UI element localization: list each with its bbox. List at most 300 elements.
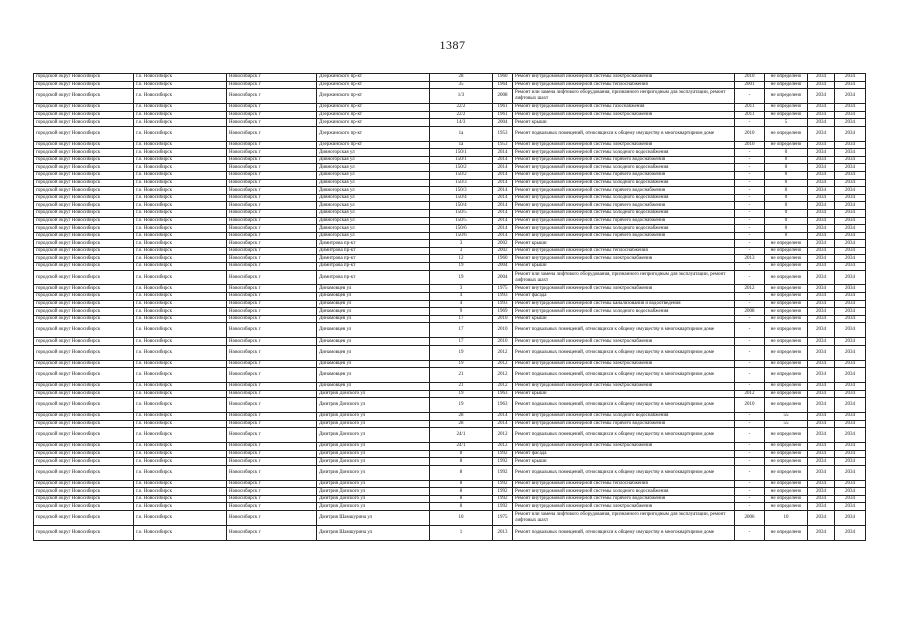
plan-start-cell: 2034 bbox=[808, 428, 835, 443]
plan-start-cell: 2034 bbox=[808, 141, 835, 149]
street-cell: Динамовцев ул bbox=[317, 345, 430, 360]
year-built-cell: 2012 bbox=[493, 345, 513, 360]
district-cell: г.о. Новосибирск bbox=[134, 390, 227, 398]
street-cell: Дмитрия Донского ул bbox=[317, 420, 430, 428]
year-built-cell: 2010 bbox=[493, 338, 513, 346]
district-cell: г.о. Новосибирск bbox=[134, 525, 227, 540]
last-repair-year-cell: - bbox=[735, 338, 765, 346]
wear-cell: не определено bbox=[765, 488, 808, 496]
year-built-cell: 2014 bbox=[493, 179, 513, 187]
settlement-cell: Новосибирск г bbox=[227, 171, 317, 179]
plan-start-cell: 2034 bbox=[808, 270, 835, 285]
house-number-cell: 8 bbox=[430, 488, 493, 496]
year-built-cell: 1992 bbox=[493, 480, 513, 488]
plan-start-cell: 2034 bbox=[808, 442, 835, 450]
municipality-cell: городской округ Новосибирск bbox=[34, 300, 134, 308]
table-row bbox=[34, 480, 866, 488]
street-cell: Димитрова пр-кт bbox=[317, 270, 430, 285]
last-repair-year-cell: 2010 bbox=[735, 126, 765, 141]
table-row bbox=[34, 420, 866, 428]
house-number-cell: 1 bbox=[430, 525, 493, 540]
last-repair-year-cell: 2008 bbox=[735, 308, 765, 316]
last-repair-year-cell: - bbox=[735, 525, 765, 540]
street-cell: Дмитрия Донского ул bbox=[317, 428, 430, 443]
street-cell: Динамовцев ул bbox=[317, 368, 430, 383]
work-type-cell: Ремонт подвальных помещений, относящихся к общему имуществу в многоквартирном доме bbox=[513, 323, 735, 338]
year-built-cell: 1960 bbox=[493, 74, 513, 82]
street-cell: Дивногорская ул bbox=[317, 217, 430, 225]
plan-start-cell: 2034 bbox=[808, 217, 835, 225]
work-type-cell: Ремонт подвальных помещений, относящихся к общему имуществу в многоквартирном доме bbox=[513, 525, 735, 540]
last-repair-year-cell: 2001 bbox=[735, 81, 765, 89]
year-built-cell: 2014 bbox=[493, 225, 513, 233]
year-built-cell: 2013 bbox=[493, 525, 513, 540]
plan-start-cell: 2034 bbox=[808, 345, 835, 360]
plan-start-cell: 2034 bbox=[808, 240, 835, 248]
year-built-cell: 1961 bbox=[493, 103, 513, 111]
house-number-cell: 21 bbox=[430, 368, 493, 383]
plan-start-cell: 2034 bbox=[808, 89, 835, 104]
plan-end-cell: 2034 bbox=[835, 255, 866, 263]
last-repair-year-cell: - bbox=[735, 428, 765, 443]
year-built-cell: 2012 bbox=[493, 368, 513, 383]
municipality-cell: городской округ Новосибирск bbox=[34, 217, 134, 225]
wear-cell: не определено bbox=[765, 74, 808, 82]
plan-start-cell: 2034 bbox=[808, 525, 835, 540]
work-type-cell: Ремонт крыши bbox=[513, 240, 735, 248]
wear-cell: не определено bbox=[765, 390, 808, 398]
plan-start-cell: 2034 bbox=[808, 103, 835, 111]
house-number-cell: 28 bbox=[430, 412, 493, 420]
wear-cell: не определено bbox=[765, 285, 808, 293]
house-number-cell: 4 bbox=[430, 293, 493, 301]
settlement-cell: Новосибирск г bbox=[227, 149, 317, 157]
plan-end-cell: 2034 bbox=[835, 217, 866, 225]
plan-start-cell: 2034 bbox=[808, 315, 835, 323]
wear-cell: не определено bbox=[765, 338, 808, 346]
street-cell: Динамовцев ул bbox=[317, 293, 430, 301]
settlement-cell: Новосибирск г bbox=[227, 247, 317, 255]
work-type-cell: Ремонт внутридомовой инженерной системы холодного водоснабжения bbox=[513, 179, 735, 187]
year-built-cell: 1993 bbox=[493, 293, 513, 301]
settlement-cell: Новосибирск г bbox=[227, 458, 317, 466]
plan-end-cell: 2034 bbox=[835, 263, 866, 271]
plan-end-cell: 2034 bbox=[835, 510, 866, 525]
last-repair-year-cell: 2013 bbox=[735, 255, 765, 263]
wear-cell: не определено bbox=[765, 103, 808, 111]
year-built-cell: 1961 bbox=[493, 111, 513, 119]
last-repair-year-cell: - bbox=[735, 315, 765, 323]
table-row bbox=[34, 119, 866, 127]
settlement-cell: Новосибирск г bbox=[227, 232, 317, 240]
street-cell: Дивногорская ул bbox=[317, 194, 430, 202]
settlement-cell: Новосибирск г bbox=[227, 103, 317, 111]
wear-cell: не определено bbox=[765, 126, 808, 141]
plan-end-cell: 2034 bbox=[835, 390, 866, 398]
street-cell: Динамовцев ул bbox=[317, 338, 430, 346]
house-number-cell: 8 bbox=[430, 480, 493, 488]
settlement-cell: Новосибирск г bbox=[227, 255, 317, 263]
street-cell: Дивногорская ул bbox=[317, 179, 430, 187]
street-cell: Димитрова пр-кт bbox=[317, 255, 430, 263]
municipality-cell: городской округ Новосибирск bbox=[34, 202, 134, 210]
settlement-cell: Новосибирск г bbox=[227, 209, 317, 217]
year-built-cell: 2008 bbox=[493, 89, 513, 104]
wear-cell: 0 bbox=[765, 209, 808, 217]
house-number-cell: 1/3 bbox=[430, 89, 493, 104]
table-row bbox=[34, 194, 866, 202]
last-repair-year-cell: 2010 bbox=[735, 74, 765, 82]
year-built-cell: 1992 bbox=[493, 450, 513, 458]
plan-end-cell: 2034 bbox=[835, 428, 866, 443]
last-repair-year-cell: - bbox=[735, 412, 765, 420]
street-cell: Дмитрия Донского ул bbox=[317, 412, 430, 420]
year-built-cell: 1992 bbox=[493, 488, 513, 496]
district-cell: г.о. Новосибирск bbox=[134, 149, 227, 157]
plan-end-cell: 2034 bbox=[835, 156, 866, 164]
house-number-cell: 150/6 bbox=[430, 232, 493, 240]
house-number-cell: 150/2 bbox=[430, 171, 493, 179]
last-repair-year-cell: - bbox=[735, 360, 765, 368]
settlement-cell: Новосибирск г bbox=[227, 164, 317, 172]
plan-end-cell: 2034 bbox=[835, 225, 866, 233]
street-cell: Дмитрия Донского ул bbox=[317, 442, 430, 450]
municipality-cell: городской округ Новосибирск bbox=[34, 126, 134, 141]
municipality-cell: городской округ Новосибирск bbox=[34, 141, 134, 149]
plan-end-cell: 2034 bbox=[835, 194, 866, 202]
house-number-cell: 22/2 bbox=[430, 103, 493, 111]
last-repair-year-cell: - bbox=[735, 300, 765, 308]
street-cell: Дивногорская ул bbox=[317, 202, 430, 210]
district-cell: г.о. Новосибирск bbox=[134, 503, 227, 511]
year-built-cell: 2014 bbox=[493, 412, 513, 420]
district-cell: г.о. Новосибирск bbox=[134, 495, 227, 503]
settlement-cell: Новосибирск г bbox=[227, 217, 317, 225]
house-number-cell: 24/1 bbox=[430, 442, 493, 450]
table-row bbox=[34, 225, 866, 233]
settlement-cell: Новосибирск г bbox=[227, 412, 317, 420]
municipality-cell: городской округ Новосибирск bbox=[34, 315, 134, 323]
house-number-cell: 35 bbox=[430, 81, 493, 89]
district-cell: г.о. Новосибирск bbox=[134, 187, 227, 195]
wear-cell: 0 bbox=[765, 171, 808, 179]
wear-cell: не определено bbox=[765, 315, 808, 323]
work-type-cell: Ремонт подвальных помещений, относящихся к общему имуществу в многоквартирном доме bbox=[513, 428, 735, 443]
district-cell: г.о. Новосибирск bbox=[134, 240, 227, 248]
year-built-cell: 2002 bbox=[493, 247, 513, 255]
settlement-cell: Новосибирск г bbox=[227, 390, 317, 398]
house-number-cell: 150/3 bbox=[430, 187, 493, 195]
house-number-cell: 8 bbox=[430, 503, 493, 511]
house-number-cell: 150/3 bbox=[430, 179, 493, 187]
settlement-cell: Новосибирск г bbox=[227, 179, 317, 187]
municipality-cell: городской округ Новосибирск bbox=[34, 398, 134, 413]
table-row bbox=[34, 488, 866, 496]
last-repair-year-cell: - bbox=[735, 480, 765, 488]
house-number-cell: 150/5 bbox=[430, 217, 493, 225]
wear-cell: не определено bbox=[765, 141, 808, 149]
last-repair-year-cell: 2010 bbox=[735, 398, 765, 413]
municipality-cell: городской округ Новосибирск bbox=[34, 156, 134, 164]
district-cell: г.о. Новосибирск bbox=[134, 338, 227, 346]
year-built-cell: 2014 bbox=[493, 232, 513, 240]
plan-end-cell: 2034 bbox=[835, 103, 866, 111]
plan-start-cell: 2034 bbox=[808, 225, 835, 233]
last-repair-year-cell: - bbox=[735, 458, 765, 466]
work-type-cell: Ремонт внутридомовой инженерной системы газоснабжения bbox=[513, 103, 735, 111]
wear-cell: не определено bbox=[765, 255, 808, 263]
last-repair-year-cell: - bbox=[735, 263, 765, 271]
plan-end-cell: 2034 bbox=[835, 240, 866, 248]
plan-start-cell: 2034 bbox=[808, 202, 835, 210]
plan-start-cell: 2034 bbox=[808, 255, 835, 263]
work-type-cell: Ремонт крыши bbox=[513, 263, 735, 271]
year-built-cell: 2012 bbox=[493, 428, 513, 443]
last-repair-year-cell: - bbox=[735, 345, 765, 360]
house-number-cell: 28 bbox=[430, 74, 493, 82]
house-number-cell: 150/1 bbox=[430, 149, 493, 157]
wear-cell: не определено bbox=[765, 111, 808, 119]
table-row bbox=[34, 187, 866, 195]
work-type-cell: Ремонт или замена лифтового оборудования, признанного непригодным для эксплуатации, ремонт лифтовых шахт bbox=[513, 270, 735, 285]
year-built-cell: 1953 bbox=[493, 141, 513, 149]
settlement-cell: Новосибирск г bbox=[227, 442, 317, 450]
year-built-cell: 2014 bbox=[493, 187, 513, 195]
district-cell: г.о. Новосибирск bbox=[134, 179, 227, 187]
house-number-cell: 9 bbox=[430, 308, 493, 316]
municipality-cell: городской округ Новосибирск bbox=[34, 232, 134, 240]
municipality-cell: городской округ Новосибирск bbox=[34, 247, 134, 255]
settlement-cell: Новосибирск г bbox=[227, 480, 317, 488]
plan-start-cell: 2034 bbox=[808, 300, 835, 308]
table-row bbox=[34, 315, 866, 323]
wear-cell: не определено bbox=[765, 480, 808, 488]
work-type-cell: Ремонт внутридомовой инженерной системы электроснабжения bbox=[513, 383, 735, 391]
plan-end-cell: 2034 bbox=[835, 480, 866, 488]
work-type-cell: Ремонт внутридомовой инженерной системы холодного водоснабжения bbox=[513, 149, 735, 157]
municipality-cell: городской округ Новосибирск bbox=[34, 368, 134, 383]
last-repair-year-cell: - bbox=[735, 119, 765, 127]
house-number-cell: 8 bbox=[430, 495, 493, 503]
plan-end-cell: 2034 bbox=[835, 179, 866, 187]
municipality-cell: городской округ Новосибирск bbox=[34, 360, 134, 368]
municipality-cell: городской округ Новосибирск bbox=[34, 465, 134, 480]
district-cell: г.о. Новосибирск bbox=[134, 156, 227, 164]
street-cell: Динамовцев ул bbox=[317, 300, 430, 308]
capital-repair-table bbox=[33, 73, 866, 541]
work-type-cell: Ремонт внутридомовой инженерной системы электроснабжения bbox=[513, 503, 735, 511]
municipality-cell: городской округ Новосибирск bbox=[34, 345, 134, 360]
municipality-cell: городской округ Новосибирск bbox=[34, 255, 134, 263]
last-repair-year-cell: - bbox=[735, 450, 765, 458]
district-cell: г.о. Новосибирск bbox=[134, 420, 227, 428]
plan-start-cell: 2034 bbox=[808, 194, 835, 202]
table-row bbox=[34, 465, 866, 480]
work-type-cell: Ремонт внутридомовой инженерной системы холодного водоснабжения bbox=[513, 488, 735, 496]
year-built-cell: 2014 bbox=[493, 420, 513, 428]
last-repair-year-cell: - bbox=[735, 164, 765, 172]
street-cell: Дивногорская ул bbox=[317, 164, 430, 172]
plan-start-cell: 2034 bbox=[808, 308, 835, 316]
work-type-cell: Ремонт внутридомовой инженерной системы горячего водоснабжения bbox=[513, 495, 735, 503]
plan-end-cell: 2034 bbox=[835, 111, 866, 119]
wear-cell: не определено bbox=[765, 398, 808, 413]
district-cell: г.о. Новосибирск bbox=[134, 368, 227, 383]
year-built-cell: 2010 bbox=[493, 323, 513, 338]
street-cell: Дмитрия Шамшурина ул bbox=[317, 510, 430, 525]
work-type-cell: Ремонт внутридомовой инженерной системы теплоснабжения bbox=[513, 247, 735, 255]
municipality-cell: городской округ Новосибирск bbox=[34, 89, 134, 104]
municipality-cell: городской округ Новосибирск bbox=[34, 383, 134, 391]
plan-end-cell: 2034 bbox=[835, 503, 866, 511]
work-type-cell: Ремонт внутридомовой инженерной системы горячего водоснабжения bbox=[513, 232, 735, 240]
house-number-cell: 8 bbox=[430, 450, 493, 458]
settlement-cell: Новосибирск г bbox=[227, 89, 317, 104]
last-repair-year-cell: 2011 bbox=[735, 111, 765, 119]
wear-cell: 55 bbox=[765, 420, 808, 428]
plan-end-cell: 2034 bbox=[835, 420, 866, 428]
table-row bbox=[34, 345, 866, 360]
last-repair-year-cell: - bbox=[735, 179, 765, 187]
work-type-cell: Ремонт внутридомовой инженерной системы канализования и водоотведения bbox=[513, 300, 735, 308]
municipality-cell: городской округ Новосибирск bbox=[34, 390, 134, 398]
settlement-cell: Новосибирск г bbox=[227, 240, 317, 248]
last-repair-year-cell: - bbox=[735, 240, 765, 248]
work-type-cell: Ремонт внутридомовой инженерной системы горячего водоснабжения bbox=[513, 171, 735, 179]
plan-end-cell: 2034 bbox=[835, 398, 866, 413]
last-repair-year-cell: - bbox=[735, 209, 765, 217]
work-type-cell: Ремонт подвальных помещений, относящихся к общему имуществу в многоквартирном доме bbox=[513, 345, 735, 360]
last-repair-year-cell: - bbox=[735, 383, 765, 391]
house-number-cell: 3 bbox=[430, 247, 493, 255]
work-type-cell: Ремонт внутридомовой инженерной системы холодного водоснабжения bbox=[513, 164, 735, 172]
plan-end-cell: 2034 bbox=[835, 89, 866, 104]
house-number-cell: 10 bbox=[430, 510, 493, 525]
district-cell: г.о. Новосибирск bbox=[134, 488, 227, 496]
plan-start-cell: 2034 bbox=[808, 390, 835, 398]
settlement-cell: Новосибирск г bbox=[227, 111, 317, 119]
plan-end-cell: 2034 bbox=[835, 247, 866, 255]
work-type-cell: Ремонт внутридомовой инженерной системы холодного водоснабжения bbox=[513, 225, 735, 233]
municipality-cell: городской округ Новосибирск bbox=[34, 209, 134, 217]
work-type-cell: Ремонт внутридомовой инженерной системы горячего водоснабжения bbox=[513, 217, 735, 225]
work-type-cell: Ремонт внутридомовой инженерной системы электроснабжения bbox=[513, 141, 735, 149]
plan-end-cell: 2034 bbox=[835, 465, 866, 480]
street-cell: Дивногорская ул bbox=[317, 171, 430, 179]
municipality-cell: городской округ Новосибирск bbox=[34, 428, 134, 443]
plan-start-cell: 2034 bbox=[808, 495, 835, 503]
work-type-cell: Ремонт крыши bbox=[513, 458, 735, 466]
house-number-cell: 17 bbox=[430, 338, 493, 346]
last-repair-year-cell: - bbox=[735, 194, 765, 202]
wear-cell: не определено bbox=[765, 450, 808, 458]
house-number-cell: 150/4 bbox=[430, 202, 493, 210]
wear-cell: не определено bbox=[765, 442, 808, 450]
street-cell: Динамовцев ул bbox=[317, 308, 430, 316]
year-built-cell: 2012 bbox=[493, 383, 513, 391]
table-row bbox=[34, 149, 866, 157]
settlement-cell: Новосибирск г bbox=[227, 315, 317, 323]
year-built-cell: 1992 bbox=[493, 458, 513, 466]
district-cell: г.о. Новосибирск bbox=[134, 510, 227, 525]
work-type-cell: Ремонт внутридомовой инженерной системы горячего водоснабжения bbox=[513, 202, 735, 210]
work-type-cell: Ремонт внутридомовой инженерной системы холодного водоснабжения bbox=[513, 412, 735, 420]
house-number-cell: 150/5 bbox=[430, 209, 493, 217]
work-type-cell: Ремонт внутридомовой инженерной системы горячего водоснабжения bbox=[513, 187, 735, 195]
year-built-cell: 2014 bbox=[493, 171, 513, 179]
street-cell: Дзержинского пр-кт bbox=[317, 74, 430, 82]
district-cell: г.о. Новосибирск bbox=[134, 383, 227, 391]
street-cell: Дзержинского пр-кт bbox=[317, 89, 430, 104]
house-number-cell: 21 bbox=[430, 383, 493, 391]
municipality-cell: городской округ Новосибирск bbox=[34, 442, 134, 450]
work-type-cell: Ремонт внутридомовой инженерной системы горячего водоснабжения bbox=[513, 420, 735, 428]
street-cell: Димитрова пр-кт bbox=[317, 247, 430, 255]
table-row bbox=[34, 156, 866, 164]
municipality-cell: городской округ Новосибирск bbox=[34, 525, 134, 540]
wear-cell: не определено bbox=[765, 383, 808, 391]
plan-start-cell: 2034 bbox=[808, 458, 835, 466]
work-type-cell: Ремонт внутридомовой инженерной системы теплоснабжения bbox=[513, 81, 735, 89]
wear-cell: не определено bbox=[765, 525, 808, 540]
municipality-cell: городской округ Новосибирск bbox=[34, 263, 134, 271]
work-type-cell: Ремонт внутридомовой инженерной системы электроснабжения bbox=[513, 360, 735, 368]
settlement-cell: Новосибирск г bbox=[227, 383, 317, 391]
house-number-cell: 3 bbox=[430, 285, 493, 293]
year-built-cell: 2004 bbox=[493, 263, 513, 271]
street-cell: Дзержинского пр-кт bbox=[317, 111, 430, 119]
plan-end-cell: 2034 bbox=[835, 202, 866, 210]
plan-end-cell: 2034 bbox=[835, 495, 866, 503]
municipality-cell: городской округ Новосибирск bbox=[34, 450, 134, 458]
plan-start-cell: 2034 bbox=[808, 285, 835, 293]
work-type-cell: Ремонт крыши bbox=[513, 315, 735, 323]
wear-cell: не определено bbox=[765, 308, 808, 316]
municipality-cell: городской округ Новосибирск bbox=[34, 225, 134, 233]
house-number-cell: 17 bbox=[430, 323, 493, 338]
house-number-cell: 150/1 bbox=[430, 156, 493, 164]
year-built-cell: 1964 bbox=[493, 81, 513, 89]
district-cell: г.о. Новосибирск bbox=[134, 450, 227, 458]
district-cell: г.о. Новосибирск bbox=[134, 293, 227, 301]
house-number-cell: 150/6 bbox=[430, 225, 493, 233]
table-row bbox=[34, 171, 866, 179]
wear-cell: не определено bbox=[765, 345, 808, 360]
year-built-cell: 2014 bbox=[493, 202, 513, 210]
plan-start-cell: 2034 bbox=[808, 360, 835, 368]
settlement-cell: Новосибирск г bbox=[227, 345, 317, 360]
wear-cell: не определено bbox=[765, 368, 808, 383]
street-cell: Дмитрия Донского ул bbox=[317, 503, 430, 511]
table-row bbox=[34, 308, 866, 316]
house-number-cell: 8 bbox=[430, 465, 493, 480]
district-cell: г.о. Новосибирск bbox=[134, 225, 227, 233]
street-cell: Дмитрия Донского ул bbox=[317, 390, 430, 398]
street-cell: Дмитрия Донского ул bbox=[317, 480, 430, 488]
municipality-cell: городской округ Новосибирск bbox=[34, 488, 134, 496]
work-type-cell: Ремонт или замена лифтового оборудования, признанного непригодным для эксплуатации, ремонт лифтовых шахт bbox=[513, 89, 735, 104]
municipality-cell: городской округ Новосибирск bbox=[34, 285, 134, 293]
plan-end-cell: 2034 bbox=[835, 126, 866, 141]
street-cell: Дзержинского пр-кт bbox=[317, 119, 430, 127]
wear-cell: 55 bbox=[765, 412, 808, 420]
house-number-cell: 1а bbox=[430, 141, 493, 149]
plan-end-cell: 2034 bbox=[835, 300, 866, 308]
district-cell: г.о. Новосибирск bbox=[134, 308, 227, 316]
settlement-cell: Новосибирск г bbox=[227, 360, 317, 368]
last-repair-year-cell: 2012 bbox=[735, 285, 765, 293]
settlement-cell: Новосибирск г bbox=[227, 525, 317, 540]
